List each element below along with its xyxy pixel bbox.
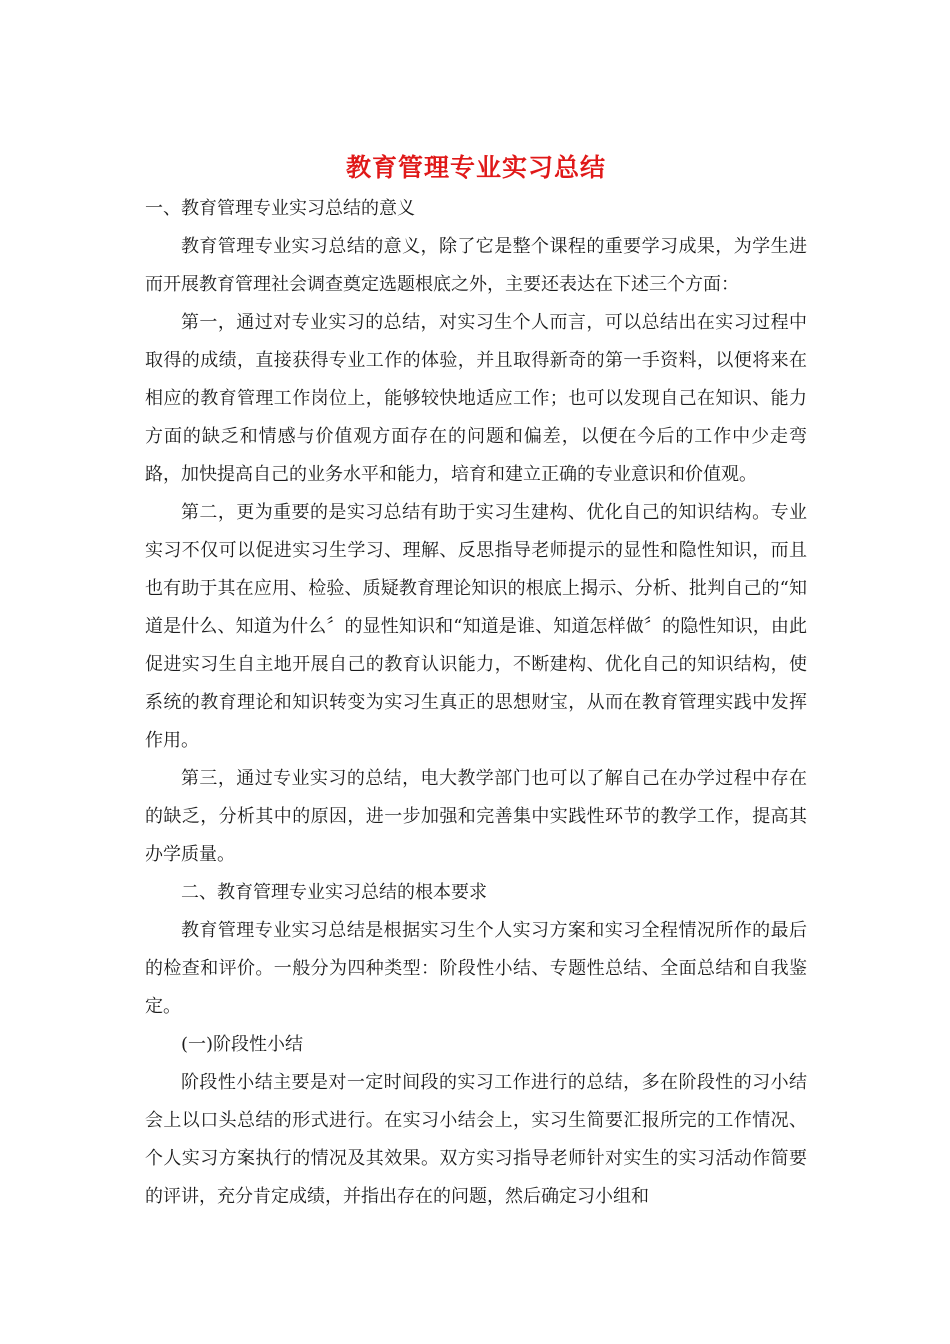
section-heading-2: 二、教育管理专业实习总结的根本要求: [181, 882, 487, 903]
paragraph: 教育管理专业实习总结的意义，除了它是整个课程的重要学习成果，为学生进而开展教育管理社会调查奠定选题根底之外，主要还表达在下述三个方面：: [145, 236, 807, 295]
paragraph: 第一，通过对专业实习的总结，对实习生个人而言，可以总结出在实习过程中取得的成绩，直接获得专业工作的体验，并且取得新奇的第一手资料，以便将来在相应的教育管理工作岗位上，能够较快地适应工作；也可以发现自己在知识、能力方面的缺乏和情感与价值观方面存在的问题和偏差，以便在今后的工作中少走弯路，加快提高自己的业务水平和能力，培育和建立正确的专业意识和价值观。: [145, 312, 807, 485]
subsection-heading-1: (一)阶段性小结: [181, 1034, 304, 1055]
paragraph: 教育管理专业实习总结是根据实习生个人实习方案和实习全程情况所作的最后的检查和评价。一般分为四种类型：阶段性小结、专题性总结、全面总结和自我鉴定。: [145, 920, 807, 1017]
document-title: 教育管理专业实习总结: [345, 153, 606, 182]
section-heading-1: 一、教育管理专业实习总结的意义: [145, 198, 415, 219]
paragraph: 第三，通过专业实习的总结，电大教学部门也可以了解自己在办学过程中存在的缺乏，分析其中的原因，进一步加强和完善集中实践性环节的教学工作，提高其办学质量。: [145, 768, 807, 865]
paragraph: 阶段性小结主要是对一定时间段的实习工作进行的总结，多在阶段性的习小结会上以口头总结的形式进行。在实习小结会上，实习生简要汇报所完的工作情况、个人实习方案执行的情况及其效果。双方实习指导老师针对实生的实习活动作简要的评讲，充分肯定成绩，并指出存在的问题，然后确定习小组和: [145, 1072, 807, 1207]
paragraph: 第二，更为重要的是实习总结有助于实习生建构、优化自己的知识结构。专业实习不仅可以促进实习生学习、理解、反思指导老师提示的显性和隐性知识，而且也有助于其在应用、检验、质疑教育理论知识的根底上揭示、分析、批判自己的“知道是什么、知道为什么〞的显性知识和“知道是谁、知道怎样做〞的隐性知识，由此促进实习生自主地开展自己的教育认识能力，不断建构、优化自己的知识结构，使系统的教育理论和知识转变为实习生真正的思想财宝，从而在教育管理实践中发挥作用。: [145, 502, 807, 751]
document-page: [145, 150, 807, 1216]
